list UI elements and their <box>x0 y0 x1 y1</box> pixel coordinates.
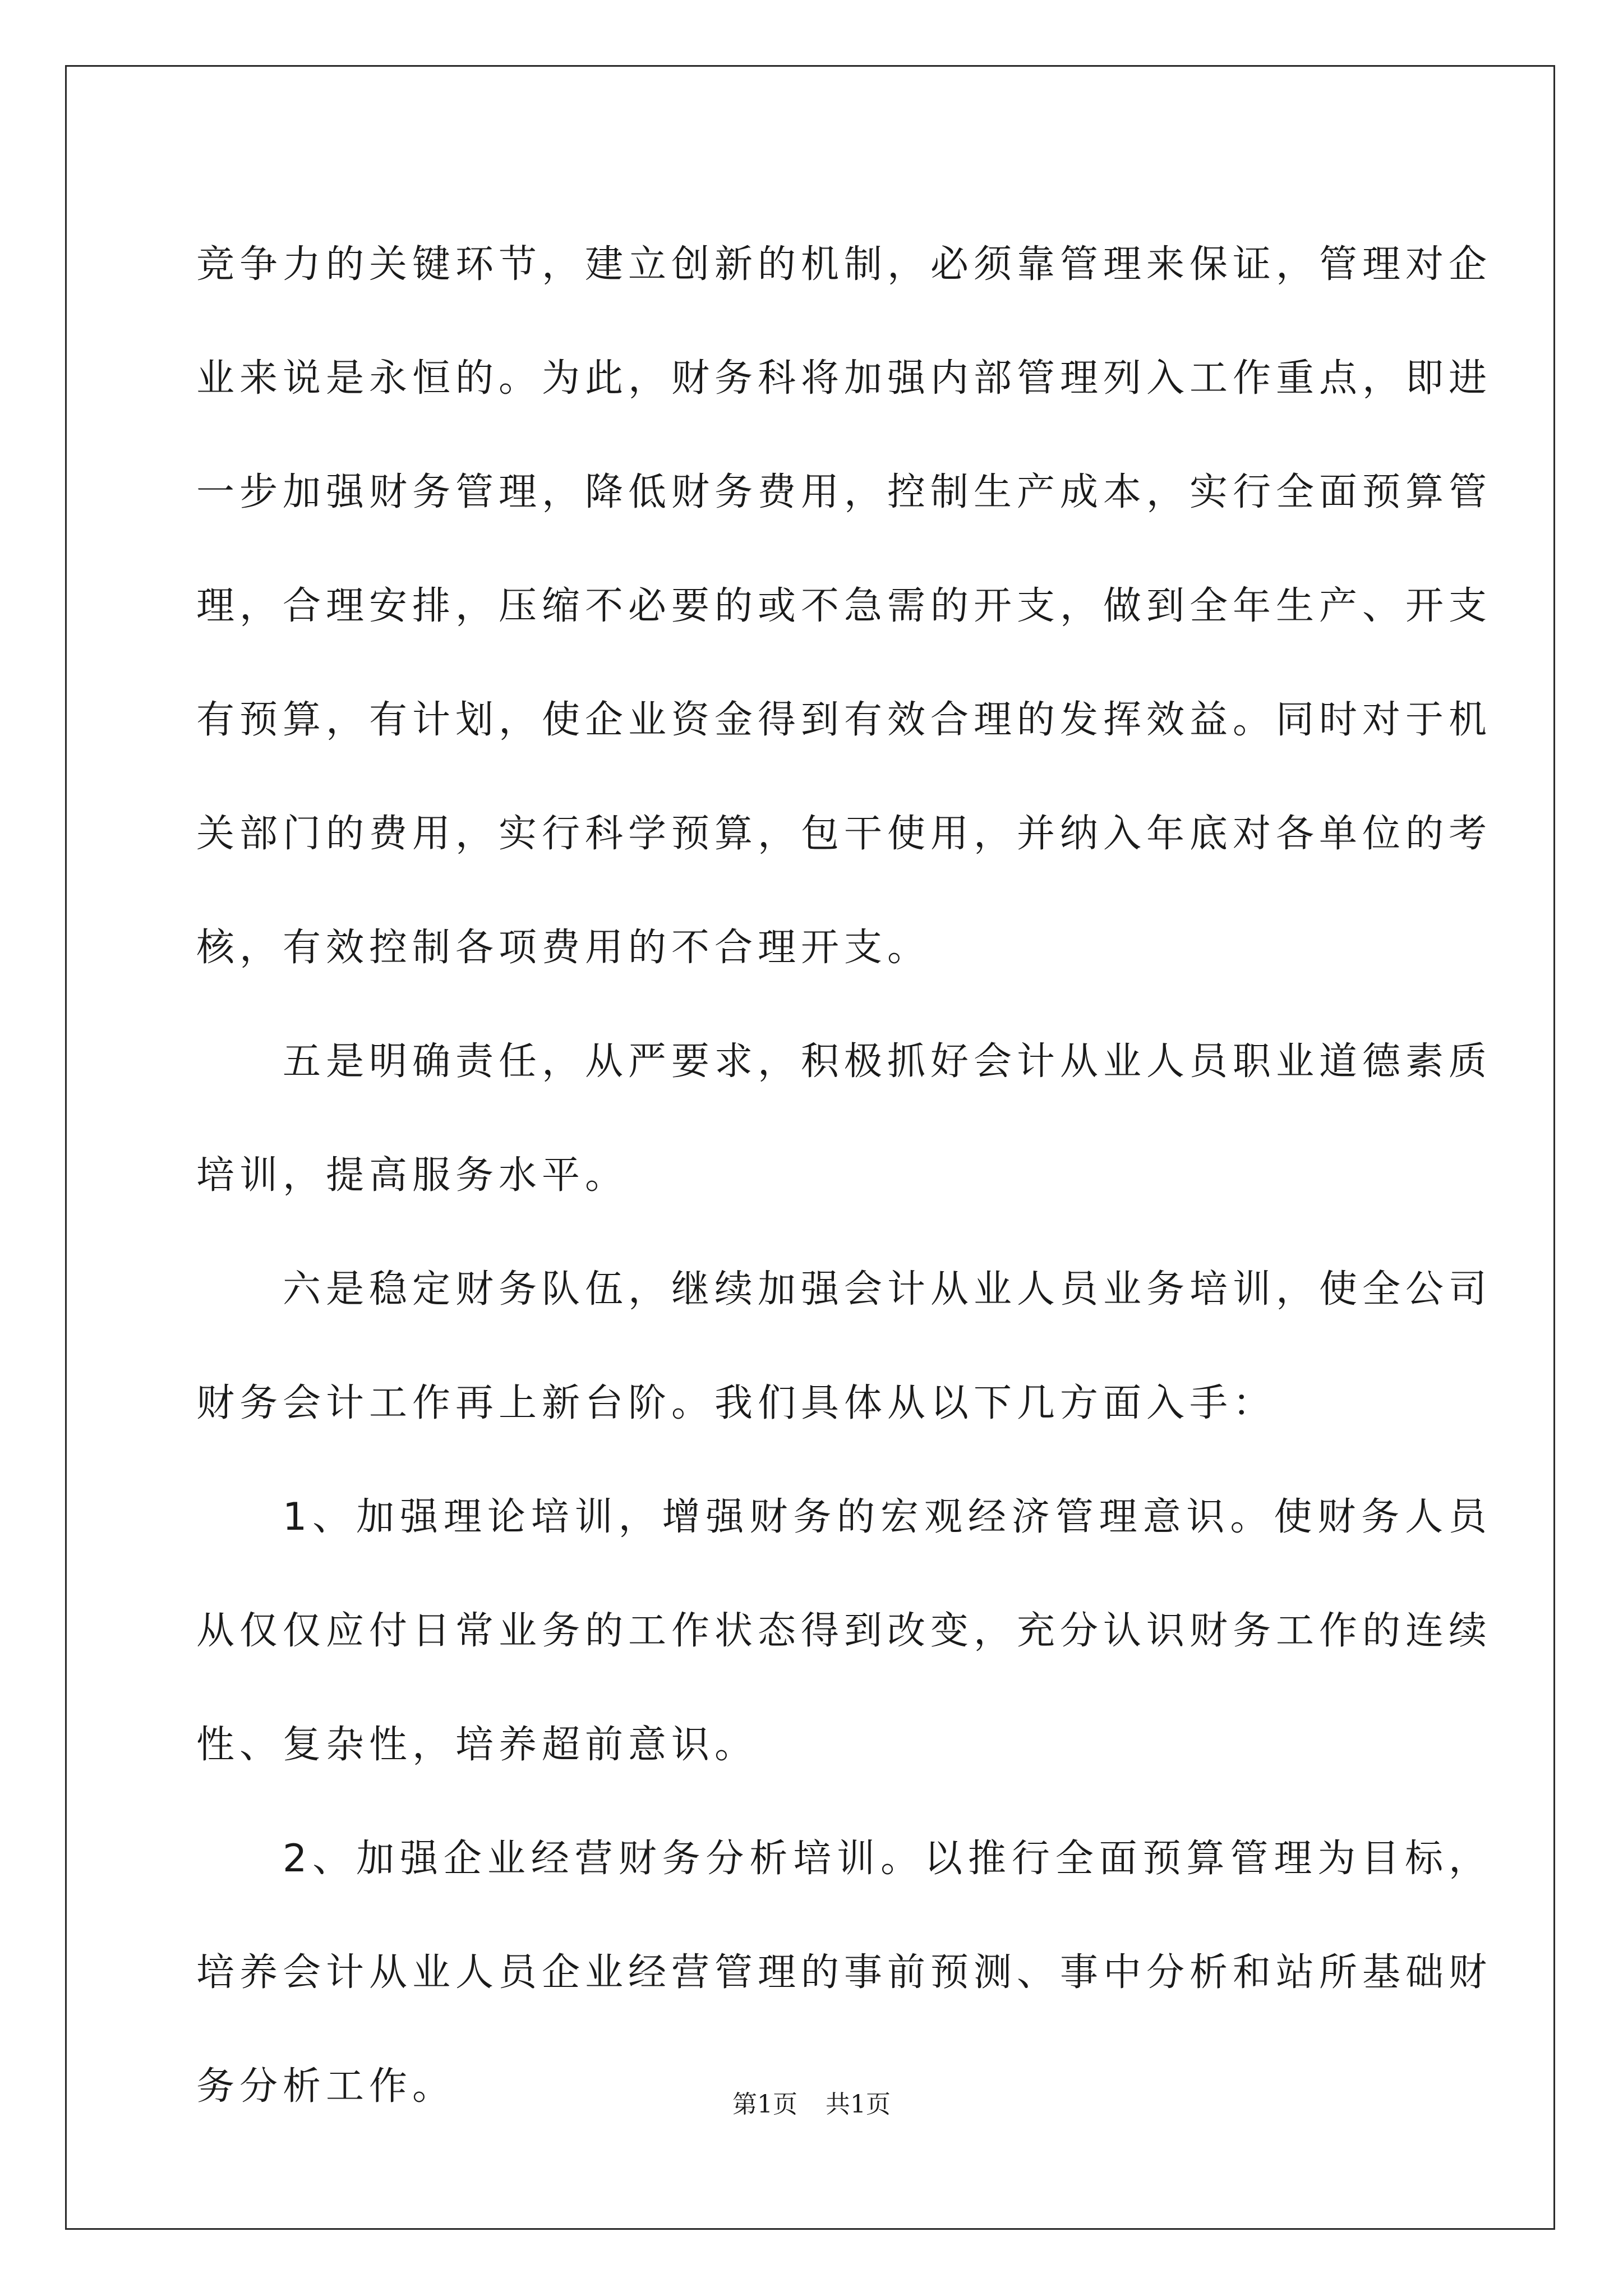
page-total: 共1页 <box>826 2090 891 2119</box>
paragraph-point-2: 2、加强企业经营财务分析培训。以推行全面预算管理为目标，培养会计从业人员企业经营管理的事前预测、事中分析和站所基础财务分析工作。 <box>196 1837 1492 2109</box>
paragraph-item-five: 五是明确责任，从严要求，积极抓好会计从业人员职业道德素质培训，提高服务水平。 <box>196 1039 1492 1198</box>
paragraph-item-six: 六是稳定财务队伍，继续加强会计从业人员业务培训，使全公司财务会计工作再上新台阶。我们具体从以下几方面入手： <box>196 1267 1492 1425</box>
paragraph-continuation: 竞争力的关键环节，建立创新的机制，必须靠管理来保证，管理对企业来说是永恒的。为此，财务科将加强内部管理列入工作重点，即进一步加强财务管理，降低财务费用，控制生产成本，实行全面预算管理，合理安排，压缩不必要的或不急需的开支，做到全年生产、开支有预算，有计划，使企业资金得到有效合理的发挥效益。同时对于机关部门的费用，实行科学预算，包干使用，并纳入年底对各单位的考核，有效控制各项费用的不合理开支。 <box>196 242 1492 970</box>
paragraph-point-1: 1、加强理论培训，增强财务的宏观经济管理意识。使财务人员从仅仅应付日常业务的工作状态得到改变，充分认识财务工作的连续性、复杂性，培养超前意识。 <box>196 1495 1492 1767</box>
page-footer <box>0 2088 1623 2122</box>
page-number: 第1页 <box>732 2090 797 2119</box>
document-body <box>196 208 1492 2143</box>
